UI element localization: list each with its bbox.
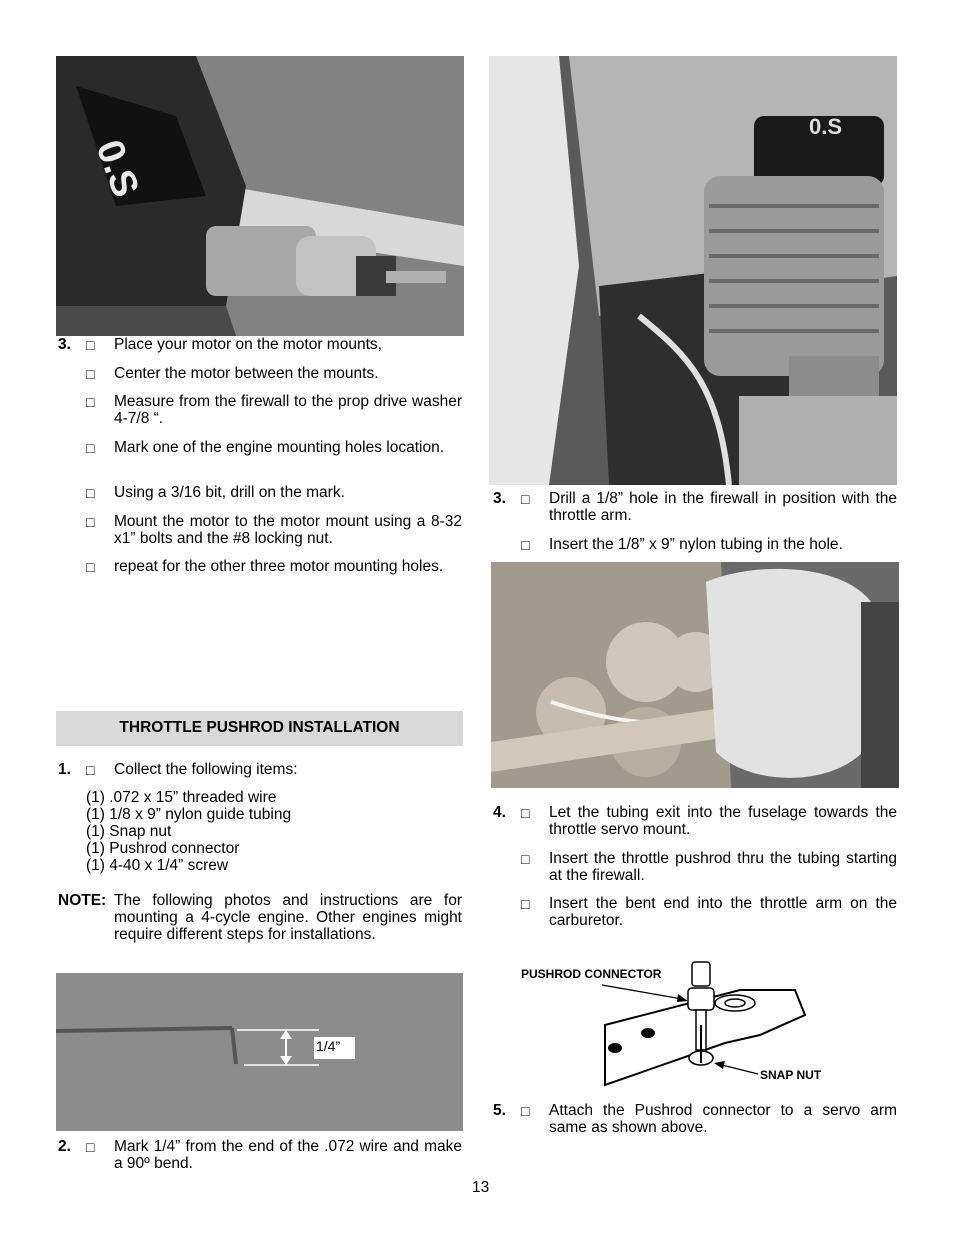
checkbox[interactable]: □ bbox=[86, 559, 95, 575]
instruction-text: Collect the following items: bbox=[114, 761, 298, 778]
instruction-text: repeat for the other three motor mounting holes. bbox=[114, 558, 444, 575]
diagram-label-connector: PUSHROD CONNECTOR bbox=[521, 967, 662, 981]
step-number: 5. bbox=[493, 1102, 506, 1119]
instruction-text: Let the tubing exit into the fuselage towards the throttle servo mount. bbox=[549, 804, 897, 838]
note-label: NOTE: bbox=[58, 892, 107, 909]
svg-text:0.S: 0.S bbox=[87, 134, 147, 203]
instruction-text: Place your motor on the motor mounts, bbox=[114, 336, 382, 353]
connector-arrow-icon bbox=[600, 975, 690, 1005]
diagram-label-snapnut: SNAP NUT bbox=[760, 1068, 822, 1082]
step-number: 3. bbox=[58, 336, 71, 353]
instruction-text: Using a 3/16 bit, drill on the mark. bbox=[114, 484, 345, 501]
parts-list-item: (1) Pushrod connector bbox=[86, 840, 240, 857]
instruction-text: Insert the throttle pushrod thru the tubing starting at the firewall. bbox=[549, 850, 897, 884]
checkbox[interactable]: □ bbox=[86, 440, 95, 456]
engine-firewall-photo bbox=[489, 56, 897, 485]
instruction-text: Mark one of the engine mounting holes location. bbox=[114, 439, 445, 456]
wire-bend-photo bbox=[56, 973, 463, 1131]
measurement-label: 1/4” bbox=[316, 1038, 341, 1054]
checkbox[interactable]: □ bbox=[86, 514, 95, 530]
parts-list-item: (1) Snap nut bbox=[86, 823, 172, 840]
checkbox[interactable]: □ bbox=[521, 896, 530, 912]
checkbox[interactable]: □ bbox=[521, 805, 530, 821]
step-number: 4. bbox=[493, 804, 506, 821]
checkbox[interactable]: □ bbox=[86, 394, 95, 410]
checkbox[interactable]: □ bbox=[86, 762, 95, 778]
checkbox[interactable]: □ bbox=[521, 491, 530, 507]
instruction-text: Mount the motor to the motor mount using a 8-32 x1” bolts and the #8 locking nut. bbox=[114, 513, 462, 547]
parts-list-item: (1) 4-40 x 1/4” screw bbox=[86, 857, 229, 874]
note-text: The following photos and instructions are for mounting a 4-cycle engine. Other engines might require different steps for installations. bbox=[114, 892, 462, 943]
step-number: 3. bbox=[493, 490, 506, 507]
checkbox[interactable]: □ bbox=[86, 366, 95, 382]
page-number: 13 bbox=[472, 1179, 490, 1196]
checkbox[interactable]: □ bbox=[521, 1103, 530, 1119]
instruction-text: Insert the 1/8” x 9” nylon tubing in the hole. bbox=[549, 536, 843, 553]
checkbox[interactable]: □ bbox=[521, 537, 530, 553]
step-number: 1. bbox=[58, 761, 71, 778]
section-title: THROTTLE PUSHROD INSTALLATION bbox=[56, 711, 463, 746]
instruction-text: Attach the Pushrod connector to a servo arm same as shown above. bbox=[549, 1102, 897, 1136]
svg-text:0.S: 0.S bbox=[809, 114, 843, 139]
checkbox[interactable]: □ bbox=[86, 485, 95, 501]
instruction-text: Insert the bent end into the throttle arm on the carburetor. bbox=[549, 895, 897, 929]
instruction-text: Measure from the firewall to the prop drive washer 4-7/8 “. bbox=[114, 393, 462, 427]
snapnut-arrow-icon bbox=[712, 1056, 760, 1080]
checkbox[interactable]: □ bbox=[86, 1139, 95, 1155]
instruction-text: Mark 1/4” from the end of the .072 wire and make a 90º bend. bbox=[114, 1138, 462, 1172]
engine-ruler-photo bbox=[56, 56, 464, 336]
parts-list-item: (1) 1/8 x 9” nylon guide tubing bbox=[86, 806, 292, 823]
checkbox[interactable]: □ bbox=[86, 337, 95, 353]
instruction-text: Center the motor between the mounts. bbox=[114, 365, 379, 382]
fuselage-tubing-photo bbox=[491, 562, 899, 788]
checkbox[interactable]: □ bbox=[521, 851, 530, 867]
parts-list-item: (1) .072 x 15” threaded wire bbox=[86, 789, 277, 806]
instruction-text: Drill a 1/8” hole in the firewall in position with the throttle arm. bbox=[549, 490, 897, 524]
step-number: 2. bbox=[58, 1138, 71, 1155]
